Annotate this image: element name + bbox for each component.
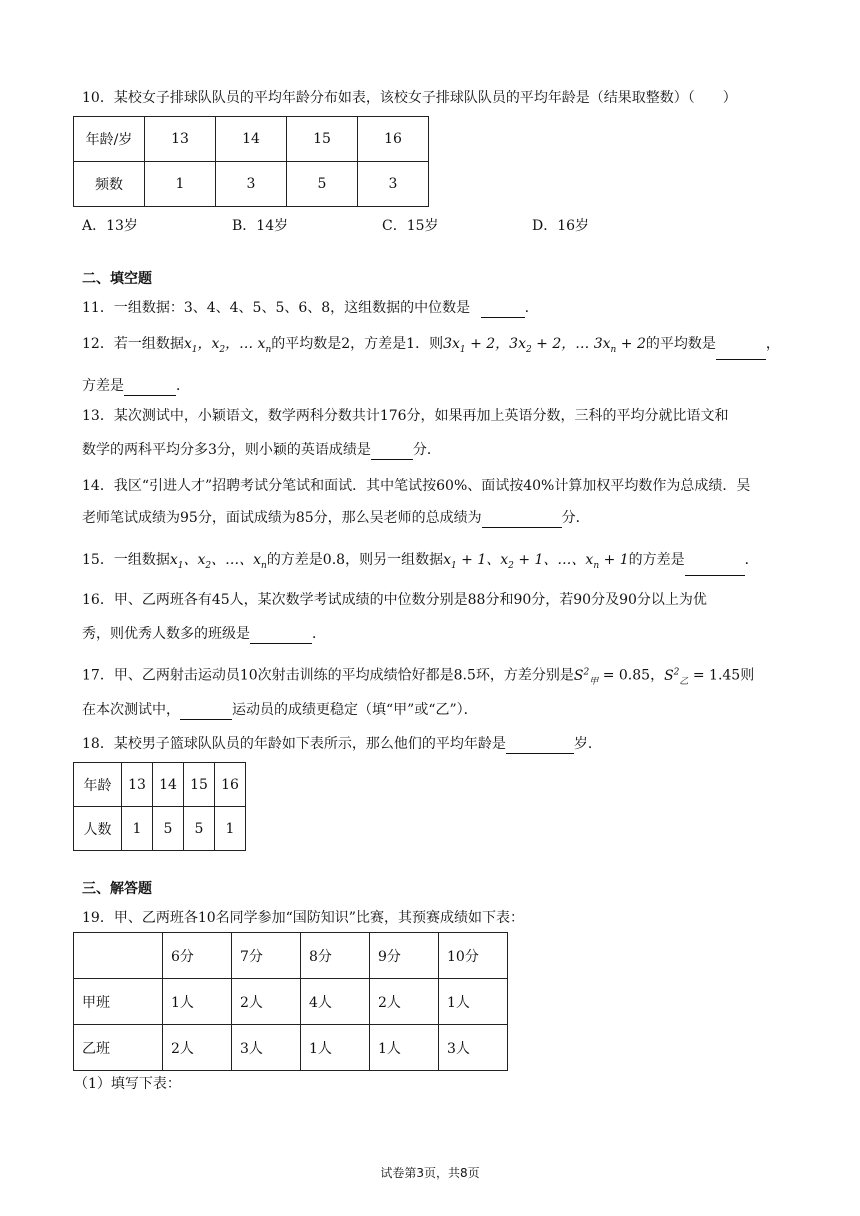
question-16-line-2 bbox=[82, 624, 326, 644]
question-12-text: 的平均数是2，方差是1．则 bbox=[271, 336, 444, 352]
question-13-line-2 bbox=[82, 440, 441, 460]
question-12-line-2 bbox=[82, 376, 190, 396]
answer-blank bbox=[371, 443, 413, 460]
table-cell: 4人 bbox=[301, 979, 370, 1025]
math-formula: $3x_1 + 2$，$3x_2 + 2$，… $3x_n + 2$ bbox=[443, 336, 646, 355]
table-header-cell: 15 bbox=[287, 117, 358, 162]
question-13-line-1: 13．某次测试中，小颖语文，数学两科分数共计176分，如果再加上英语分数，三科的平均分就比语文和 bbox=[82, 408, 729, 424]
table-header-cell: 10分 bbox=[439, 933, 508, 979]
question-17-text: 则 bbox=[740, 667, 755, 684]
question-17-text: 运动员的成绩更稳定（填“甲”或“乙”）． bbox=[232, 702, 478, 718]
table-cell: 1人 bbox=[163, 979, 232, 1025]
variance-jia: = 0.85 bbox=[602, 667, 651, 684]
table-header-cell: 7分 bbox=[232, 933, 301, 979]
question-11 bbox=[82, 298, 529, 318]
answer-blank bbox=[124, 379, 176, 396]
question-12-line-1 bbox=[82, 334, 780, 360]
question-12-text: ． bbox=[176, 378, 190, 394]
question-12-text: 的平均数是 bbox=[645, 336, 716, 352]
table-header-cell bbox=[74, 933, 163, 979]
question-12-text: 12．若一组数据 bbox=[82, 336, 184, 352]
option-b: B．14岁 bbox=[232, 218, 289, 234]
section-title-fill-in: 二、填空题 bbox=[82, 271, 152, 287]
question-14-line-2 bbox=[82, 508, 590, 528]
answer-blank bbox=[250, 627, 312, 644]
answer-blank bbox=[481, 301, 525, 318]
page-footer: 试卷第3页，共8页 bbox=[380, 1166, 480, 1180]
question-15 bbox=[82, 550, 759, 576]
question-17-line-1: 17．甲、乙两射击运动员10次射击训练的平均成绩恰好都是8.5环，方差分别是$S^2_甲 = 0.85$，$S^2_乙 = 1.45$则 bbox=[82, 667, 755, 687]
table-cell: 3人 bbox=[232, 1025, 301, 1071]
table-cell: 5 bbox=[153, 807, 184, 851]
table-cell: 甲班 bbox=[74, 979, 163, 1025]
table-header-cell: 年龄 bbox=[74, 763, 122, 807]
table-cell: 2人 bbox=[163, 1025, 232, 1071]
math-formula: $S^2_甲$ bbox=[573, 667, 599, 687]
question-12-text: 方差是 bbox=[82, 378, 124, 394]
table-cell: 1人 bbox=[301, 1025, 370, 1071]
table-cell: 1人 bbox=[370, 1025, 439, 1071]
question-15-text: 的方差是 bbox=[628, 552, 685, 568]
table-header-cell: 9分 bbox=[370, 933, 439, 979]
question-14-text: 分． bbox=[561, 510, 590, 526]
answer-blank bbox=[482, 511, 562, 528]
question-18-text: 18．某校男子篮球队队员的年龄如下表所示，那么他们的平均年龄是 bbox=[82, 736, 506, 752]
question-17-text: 在本次测试中， bbox=[82, 702, 180, 718]
score-distribution-table bbox=[73, 932, 508, 1071]
answer-blank bbox=[685, 559, 745, 576]
table-cell: 5 bbox=[287, 162, 358, 207]
math-formula: $x_1 + 1$、$x_2 + 1$、…、$x_n + 1$ bbox=[443, 552, 629, 571]
question-13-text: 分． bbox=[412, 442, 441, 458]
math-formula: $S^2_乙$ bbox=[664, 667, 689, 687]
question-15-text: 的方差是0.8，则另一组数据 bbox=[266, 552, 444, 568]
option-c: C．15岁 bbox=[382, 218, 439, 234]
table-cell: 1人 bbox=[439, 979, 508, 1025]
answer-blank bbox=[506, 737, 574, 754]
question-14-text: 老师笔试成绩为95分，面试成绩为85分，那么吴老师的总成绩为 bbox=[82, 510, 482, 526]
table-header-cell: 16 bbox=[358, 117, 429, 162]
table-cell: 1 bbox=[215, 807, 246, 851]
answer-blank bbox=[180, 703, 232, 720]
question-10-stem: 10．某校女子排球队队员的平均年龄分布如表，该校女子排球队队员的平均年龄是（结果取整数）（ ） bbox=[82, 90, 737, 106]
answer-blank bbox=[716, 343, 766, 360]
question-17-line-2 bbox=[82, 700, 478, 720]
table-header-cell: 16 bbox=[215, 763, 246, 807]
question-19-stem: 19．甲、乙两班各10名同学参加“国防知识”比赛，其预赛成绩如下表： bbox=[82, 910, 524, 926]
table-cell: 1 bbox=[145, 162, 216, 207]
table-header-cell: 14 bbox=[153, 763, 184, 807]
table-header-cell: 13 bbox=[122, 763, 153, 807]
table-cell: 5 bbox=[184, 807, 215, 851]
table-header-cell: 年龄/岁 bbox=[74, 117, 145, 162]
question-14-line-1: 14．我区“引进人才”招聘考试分笔试和面试．其中笔试按60%、面试按40%计算加权平均数作为总成绩．吴 bbox=[82, 478, 751, 494]
question-13-text: 数学的两科平均分多3分，则小颖的英语成绩是 bbox=[82, 442, 371, 458]
table-cell: 乙班 bbox=[74, 1025, 163, 1071]
table-header-cell: 13 bbox=[145, 117, 216, 162]
section-title-solution: 三、解答题 bbox=[82, 881, 152, 897]
table-cell: 3人 bbox=[439, 1025, 508, 1071]
question-18 bbox=[82, 734, 602, 754]
option-d: D．16岁 bbox=[532, 218, 590, 234]
basketball-age-table bbox=[73, 762, 246, 851]
table-cell: 1 bbox=[122, 807, 153, 851]
question-16-text: ． bbox=[312, 626, 326, 642]
table-header-cell: 14 bbox=[216, 117, 287, 162]
question-15-text: ． bbox=[744, 552, 759, 568]
age-frequency-table bbox=[73, 116, 429, 207]
question-11-tail: . bbox=[524, 300, 530, 316]
question-17-text: 17．甲、乙两射击运动员10次射击训练的平均成绩恰好都是8.5环，方差分别是 bbox=[82, 667, 574, 684]
table-cell: 2人 bbox=[232, 979, 301, 1025]
variance-yi: = 1.45 bbox=[692, 667, 741, 684]
question-18-text: 岁． bbox=[573, 736, 602, 752]
table-cell: 频数 bbox=[74, 162, 145, 207]
question-16-text: 秀，则优秀人数多的班级是 bbox=[82, 626, 250, 642]
table-cell: 3 bbox=[358, 162, 429, 207]
question-11-text: 11．一组数据：3、4、4、5、5、6、8，这组数据的中位数是 bbox=[82, 300, 471, 316]
question-12-text: ， bbox=[765, 336, 780, 352]
question-16-line-1: 16．甲、乙两班各有45人，某次数学考试成绩的中位数分别是88分和90分，若90分及90分以上为优 bbox=[82, 592, 707, 608]
table-header-cell: 6分 bbox=[163, 933, 232, 979]
math-formula: $x_1$、$x_2$、…、$x_n$ bbox=[169, 552, 267, 571]
math-formula: $x_1$，$x_2$，… $x_n$ bbox=[183, 336, 272, 355]
table-cell: 2人 bbox=[370, 979, 439, 1025]
option-a: A．13岁 bbox=[82, 218, 138, 234]
table-cell: 3 bbox=[216, 162, 287, 207]
question-19-sub-1: （1）填写下表： bbox=[74, 1076, 181, 1092]
table-cell: 人数 bbox=[74, 807, 122, 851]
question-15-text: 15．一组数据 bbox=[82, 552, 170, 568]
table-header-cell: 15 bbox=[184, 763, 215, 807]
table-header-cell: 8分 bbox=[301, 933, 370, 979]
